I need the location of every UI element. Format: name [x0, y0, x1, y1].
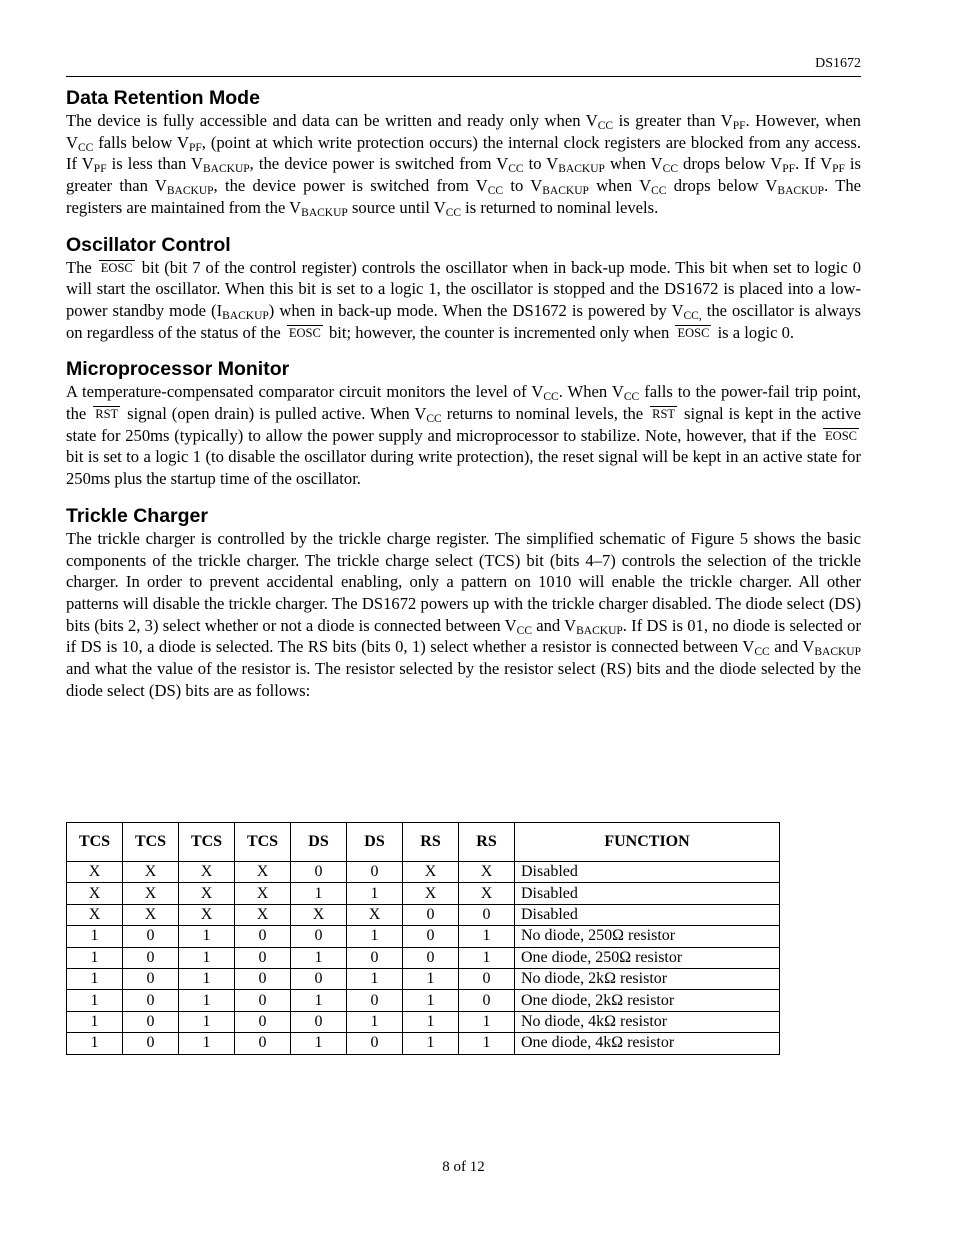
table-header-row	[67, 823, 780, 862]
text-run: bit is set to a logic 1 (to disable the oscillator during write protection), the reset signal will be kept in an active state for 250ms plus the startup time of the oscillator.	[66, 447, 861, 489]
subscript: PF	[732, 120, 746, 132]
bit-cell: 1	[403, 1011, 459, 1032]
table-row	[67, 904, 780, 925]
bit-cell: 0	[347, 990, 403, 1011]
subscript: CC	[445, 206, 462, 219]
bit-cell: 1	[67, 1011, 123, 1032]
overlined-signal-name: EOSC	[825, 428, 857, 443]
subscript: BACKUP	[542, 185, 589, 198]
bit-cell: X	[291, 904, 347, 925]
bit-cell: X	[67, 904, 123, 925]
table-row	[67, 862, 780, 883]
header-rule	[66, 76, 861, 77]
section-paragraph	[66, 257, 861, 344]
bit-cell: 0	[347, 947, 403, 968]
text-run: is returned to nominal levels.	[461, 197, 659, 217]
bit-cell: 1	[179, 926, 235, 947]
section-heading: Oscillator Control	[66, 233, 231, 256]
subscript: PF	[782, 163, 796, 176]
table-body	[67, 862, 780, 1055]
page-number: 8 of 12	[442, 1159, 485, 1175]
subscript: BACKUP	[222, 309, 269, 322]
bit-cell: 1	[179, 968, 235, 989]
bit-cell: X	[179, 904, 235, 925]
bit-cell: 1	[67, 990, 123, 1011]
bit-cell: 1	[67, 947, 123, 968]
text-run: . If V	[795, 154, 833, 174]
text-run: to V	[523, 154, 559, 174]
bit-cell: 1	[459, 947, 515, 968]
function-cell: One diode, 4kΩ resistor	[515, 1033, 780, 1054]
bit-cell: X	[235, 862, 291, 883]
function-cell: No diode, 2kΩ resistor	[515, 968, 780, 989]
body-content	[66, 86, 861, 715]
bit-cell: 0	[123, 926, 179, 947]
column-header: TCS	[179, 823, 235, 862]
bit-cell: X	[67, 862, 123, 883]
bit-cell: 0	[403, 947, 459, 968]
bit-cell: 1	[347, 926, 403, 947]
bit-cell: 1	[347, 968, 403, 989]
bit-cell: X	[459, 883, 515, 904]
text-run: , the device power is switched from V	[213, 176, 488, 196]
bit-cell: 0	[235, 968, 291, 989]
bit-cell: 0	[459, 968, 515, 989]
bit-cell: X	[123, 883, 179, 904]
column-header: RS	[459, 823, 515, 862]
bit-cell: X	[403, 862, 459, 883]
bit-cell: X	[403, 883, 459, 904]
text-run: bit; however, the counter is incremented only when	[324, 322, 674, 342]
bit-cell: X	[179, 862, 235, 883]
text-run: and V	[532, 615, 577, 635]
function-cell: Disabled	[515, 862, 780, 883]
text-run: The trickle charger is controlled by the trickle charge register. The simplified schematic of Figure 5 shows the basic components of the trickle charger. The trickle charge select (TCS) bit (bits 4–7) controls the selection of the trickle charger. In order to prevent accidental enabling, only a pattern on 1010 will enable the trickle charger. All other patterns will disable the trickle charger. The DS1672 powers up with the trickle charger disabled. The diode select (DS) bits (bits 2, 3) select whether or not a diode is connected between V	[66, 528, 861, 635]
bit-cell: 0	[347, 862, 403, 883]
bit-cell: 1	[179, 947, 235, 968]
subscript: CC	[508, 163, 524, 176]
table-row	[67, 947, 780, 968]
subscript: CC	[516, 624, 532, 637]
section-data-retention-mode	[66, 86, 861, 219]
subscript: PF	[93, 163, 107, 176]
overlined-signal-name: EOSC	[100, 260, 133, 275]
bit-cell: 1	[459, 1033, 515, 1054]
bit-cell: 0	[403, 904, 459, 925]
table-row	[67, 990, 780, 1011]
text-run: A temperature-compensated comparator circuit monitors the level of V	[66, 382, 544, 402]
bit-cell: X	[459, 862, 515, 883]
text-run: to V	[503, 176, 543, 196]
text-run: falls below V	[93, 132, 189, 152]
text-run: when V	[604, 154, 663, 174]
bit-cell: 0	[291, 862, 347, 883]
text-run: The	[66, 257, 97, 277]
bit-cell: 0	[459, 904, 515, 925]
text-run: , (point at which write protection occurs) the internal clock registers are blocked from any access. If V	[66, 132, 861, 174]
text-run: is a logic 0.	[713, 322, 795, 342]
text-run: . If DS is 01, no diode is selected or if DS is 10, a diode is selected. The RS bits (bits 0, 1) select whether a resistor is connected between V	[66, 615, 861, 657]
table-row	[67, 1011, 780, 1032]
column-header: DS	[347, 823, 403, 862]
bit-cell: 0	[291, 1011, 347, 1032]
bit-cell: 1	[67, 968, 123, 989]
function-cell: Disabled	[515, 883, 780, 904]
bit-cell: 0	[235, 1033, 291, 1054]
column-header: FUNCTION	[515, 823, 780, 862]
bit-cell: 1	[347, 1011, 403, 1032]
bit-cell: 1	[291, 1033, 347, 1054]
bit-cell: X	[347, 904, 403, 925]
function-cell: One diode, 2kΩ resistor	[515, 990, 780, 1011]
overlined-signal-name: RST	[95, 407, 119, 422]
bit-cell: 1	[347, 883, 403, 904]
section-heading: Microprocessor Monitor	[66, 358, 290, 381]
text-run: when V	[588, 176, 652, 196]
subscript: CC	[754, 646, 770, 659]
bit-cell: 0	[291, 926, 347, 947]
subscript: BACKUP	[576, 624, 623, 637]
subscript: PF	[188, 141, 202, 154]
text-run: source until V	[347, 197, 446, 217]
bit-cell: 1	[459, 926, 515, 947]
bit-cell: 1	[459, 1011, 515, 1032]
column-header: DS	[291, 823, 347, 862]
subscript: CC	[597, 120, 614, 132]
document-page	[66, 0, 861, 1235]
text-run: returns to nominal levels, the	[441, 404, 649, 424]
function-cell: No diode, 4kΩ resistor	[515, 1011, 780, 1032]
subscript: BACKUP	[203, 163, 250, 176]
section-paragraph	[66, 381, 861, 490]
bit-cell: 0	[123, 968, 179, 989]
subscript: CC	[662, 163, 678, 176]
bit-cell: 1	[179, 1011, 235, 1032]
bit-cell: 0	[235, 1011, 291, 1032]
overlined-signal-name: EOSC	[288, 325, 321, 340]
bit-cell: 1	[291, 990, 347, 1011]
section-trickle-charger	[66, 504, 861, 702]
text-run: is less than V	[106, 154, 204, 174]
bit-cell: 0	[123, 990, 179, 1011]
table-row	[67, 1033, 780, 1054]
bit-cell: 0	[403, 926, 459, 947]
bit-cell: 1	[291, 883, 347, 904]
text-run: is greater than V	[66, 154, 861, 196]
bit-cell: 1	[403, 1033, 459, 1054]
function-cell: Disabled	[515, 904, 780, 925]
bit-cell: 0	[123, 1011, 179, 1032]
subscript: CC	[543, 391, 559, 404]
function-cell: No diode, 250Ω resistor	[515, 926, 780, 947]
column-header: RS	[403, 823, 459, 862]
trickle-charge-table	[66, 822, 780, 1055]
bit-cell: X	[123, 904, 179, 925]
column-header: TCS	[123, 823, 179, 862]
bit-cell: 0	[123, 1033, 179, 1054]
text-run: falls to the power-fail trip point, the	[66, 382, 862, 424]
section-heading: Data Retention Mode	[66, 87, 260, 109]
function-cell: One diode, 250Ω resistor	[515, 947, 780, 968]
bit-cell: X	[235, 904, 291, 925]
subscript: BACKUP	[777, 185, 825, 198]
bit-cell: 0	[291, 968, 347, 989]
subscript: CC	[651, 185, 667, 198]
overlined-signal-name: EOSC	[677, 325, 710, 340]
table-row	[67, 968, 780, 989]
text-run: , the device power is switched from V	[249, 154, 509, 174]
section-oscillator-control	[66, 233, 861, 344]
text-run: signal (open drain) is pulled active. When V	[122, 404, 427, 424]
subscript: CC	[77, 141, 94, 154]
bit-cell: 0	[347, 1033, 403, 1054]
subscript: BACKUP	[301, 206, 348, 219]
column-header: TCS	[67, 823, 123, 862]
bit-cell: 1	[403, 968, 459, 989]
subscript: PF	[832, 163, 845, 176]
text-run: . When V	[558, 382, 624, 402]
text-run: drops below V	[666, 176, 778, 196]
bit-cell: 1	[291, 947, 347, 968]
bit-cell: X	[67, 883, 123, 904]
section-heading: Trickle Charger	[66, 504, 208, 527]
subscript: BACKUP	[166, 185, 214, 198]
overlined-signal-name: RST	[652, 407, 676, 422]
bit-cell: 1	[179, 990, 235, 1011]
subscript: BACKUP	[558, 163, 605, 176]
text-run: drops below V	[678, 154, 783, 174]
text-run: the oscillator is always on regardless of the status of the	[66, 300, 862, 342]
bit-cell: 0	[459, 990, 515, 1011]
subscript: CC	[426, 413, 442, 426]
bit-cell: X	[179, 883, 235, 904]
subscript: BACKUP	[814, 646, 861, 659]
section-microprocessor-monitor	[66, 357, 861, 490]
bit-cell: 0	[123, 947, 179, 968]
text-run: ) when in back-up mode. When the DS1672 is powered by V	[268, 300, 684, 320]
bit-cell: 1	[67, 1033, 123, 1054]
subscript: CC,	[683, 309, 702, 322]
text-run: . The registers are maintained from the V	[66, 176, 862, 217]
text-run: and V	[769, 637, 815, 657]
bit-cell: 0	[235, 947, 291, 968]
text-run: . However, when V	[66, 111, 861, 152]
section-paragraph	[66, 528, 861, 702]
table-row	[67, 883, 780, 904]
text-run: is greater than V	[613, 111, 733, 130]
table-row	[67, 926, 780, 947]
bit-cell: 0	[235, 926, 291, 947]
bit-cell: 1	[179, 1033, 235, 1054]
bit-cell: X	[123, 862, 179, 883]
section-paragraph	[66, 110, 861, 219]
bit-cell: 1	[67, 926, 123, 947]
trickle-charge-table-wrap	[66, 822, 780, 1055]
text-run: The device is fully accessible and data can be written and ready only when V	[66, 111, 598, 130]
text-run: and what the value of the resistor is. The resistor selected by the resistor select (RS) bits and the diode selected by the diode select (DS) bits are as follows:	[66, 659, 861, 700]
bit-cell: 0	[235, 990, 291, 1011]
bit-cell: 1	[403, 990, 459, 1011]
header-doc-id: DS1672	[815, 56, 861, 71]
text-run: signal is kept in the active state for 250ms (typically) to allow the power supply and microprocessor to stabilize. Note, however, that if the	[66, 404, 861, 445]
text-run: bit (bit 7 of the control register) controls the oscillator when in back-up mode. This bit when set to logic 0 will start the oscillator. When this bit is set to a logic 1, the oscillator is stopped and the DS1672 is placed into a low-power standby mode (I	[66, 257, 861, 320]
subscript: CC	[623, 391, 640, 404]
subscript: CC	[487, 185, 504, 198]
column-header: TCS	[235, 823, 291, 862]
bit-cell: X	[235, 883, 291, 904]
